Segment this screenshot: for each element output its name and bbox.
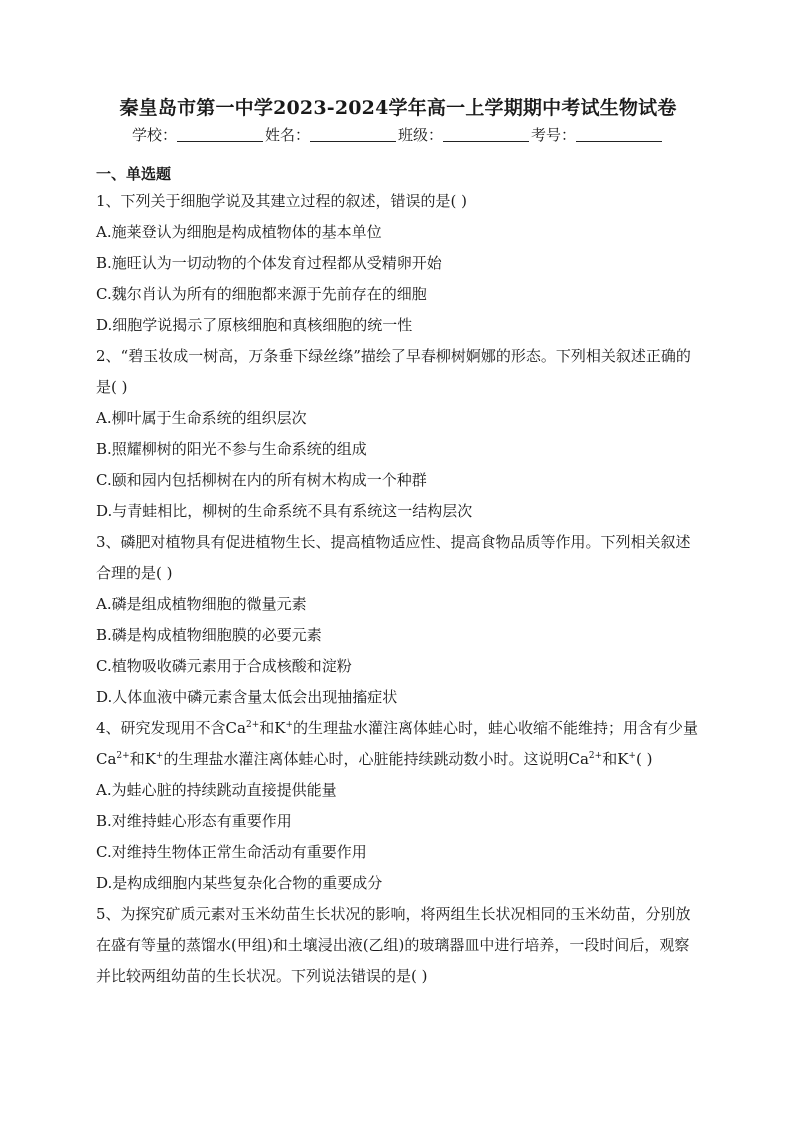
option-c: C.魏尔肖认为所有的细胞都来源于先前存在的细胞 <box>96 285 427 303</box>
class-blank[interactable] <box>443 125 529 142</box>
question-3 <box>96 527 700 713</box>
option-c: C.对维持生物体正常生命活动有重要作用 <box>96 843 367 861</box>
ion-charge: + <box>285 720 294 730</box>
number-blank[interactable] <box>576 125 662 142</box>
ion-charge: + <box>628 751 636 761</box>
question-2 <box>96 341 700 527</box>
stem-text: 和K <box>129 750 156 768</box>
stem-text: 的生理盐水灌注离体蛙心时，心脏能持续跳动数小时。这说明Ca <box>163 750 589 768</box>
option-d: D.与青蛙相比，柳树的生命系统不具有系统这一结构层次 <box>96 502 473 520</box>
question-4 <box>96 713 700 899</box>
student-info-line <box>96 124 700 146</box>
question-stem: 1、下列关于细胞学说及其建立过程的叙述，错误的是( ) <box>96 192 468 210</box>
ion-charge: 2+ <box>588 751 603 761</box>
option-c: C.颐和园内包括柳树在内的所有树木构成一个种群 <box>96 471 427 489</box>
option-d: D.细胞学说揭示了原核细胞和真核细胞的统一性 <box>96 316 413 334</box>
ion-charge: 2+ <box>116 751 130 761</box>
option-a: A.施莱登认为细胞是构成植物体的基本单位 <box>96 223 382 241</box>
stem-text: 4、研究发现用不含Ca <box>96 719 246 737</box>
name-label: 姓名： <box>264 126 310 144</box>
school-blank[interactable] <box>177 125 263 142</box>
class-label: 班级： <box>398 126 444 144</box>
ion-charge: 2+ <box>245 720 260 730</box>
question-5 <box>96 899 700 992</box>
option-a: A.柳叶属于生命系统的组织层次 <box>96 409 307 427</box>
question-stem: 2、“碧玉妆成一树高，万条垂下绿丝绦”描绘了早春柳树婀娜的形态。下列相关叙述正确的是( ) <box>96 347 691 396</box>
option-d: D.是构成细胞内某些复杂化合物的重要成分 <box>96 874 383 892</box>
exam-page <box>96 96 700 992</box>
option-b: B.照耀柳树的阳光不参与生命系统的组成 <box>96 440 367 458</box>
stem-text: ( ) <box>635 750 653 768</box>
section-title: 一、单选题 <box>96 165 172 183</box>
option-b: B.对维持蛙心形态有重要作用 <box>96 812 292 830</box>
question-stem: 5、为探究矿质元素对玉米幼苗生长状况的影响，将两组生长状况相同的玉米幼苗，分别放在盛有等量的蒸馏水(甲组)和土壤浸出液(乙组)的玻璃器皿中进行培养，一段时间后，观察并比较两组幼苗的生长状况。下列说法错误的是( ) <box>96 905 691 985</box>
stem-text: 的生理盐水灌注离体蛙心时，蛙心收缩不能维持；用含有少量Ca <box>96 719 699 768</box>
stem-text: 和K <box>259 719 286 737</box>
number-label: 考号： <box>531 126 577 144</box>
option-b: B.磷是构成植物细胞膜的必要元素 <box>96 626 322 644</box>
option-b: B.施旺认为一切动物的个体发育过程都从受精卵开始 <box>96 254 442 272</box>
question-1 <box>96 186 700 341</box>
school-label: 学校： <box>131 126 177 144</box>
question-stem <box>96 713 700 775</box>
option-c: C.植物吸收磷元素用于合成核酸和淀粉 <box>96 657 352 675</box>
exam-title: 秦皇岛市第一中学2023-2024学年高一上学期期中考试生物试卷 <box>119 97 677 119</box>
option-d: D.人体血液中磷元素含量太低会出现抽搐症状 <box>96 688 398 706</box>
ion-charge: + <box>155 751 164 761</box>
name-blank[interactable] <box>310 125 396 142</box>
option-a: A.磷是组成植物细胞的微量元素 <box>96 595 307 613</box>
question-stem: 3、磷肥对植物具有促进植物生长、提高植物适应性、提高食物品质等作用。下列相关叙述合理的是( ) <box>96 533 691 582</box>
stem-text: 和K <box>602 750 629 768</box>
option-a: A.为蛙心脏的持续跳动直接提供能量 <box>96 781 337 799</box>
